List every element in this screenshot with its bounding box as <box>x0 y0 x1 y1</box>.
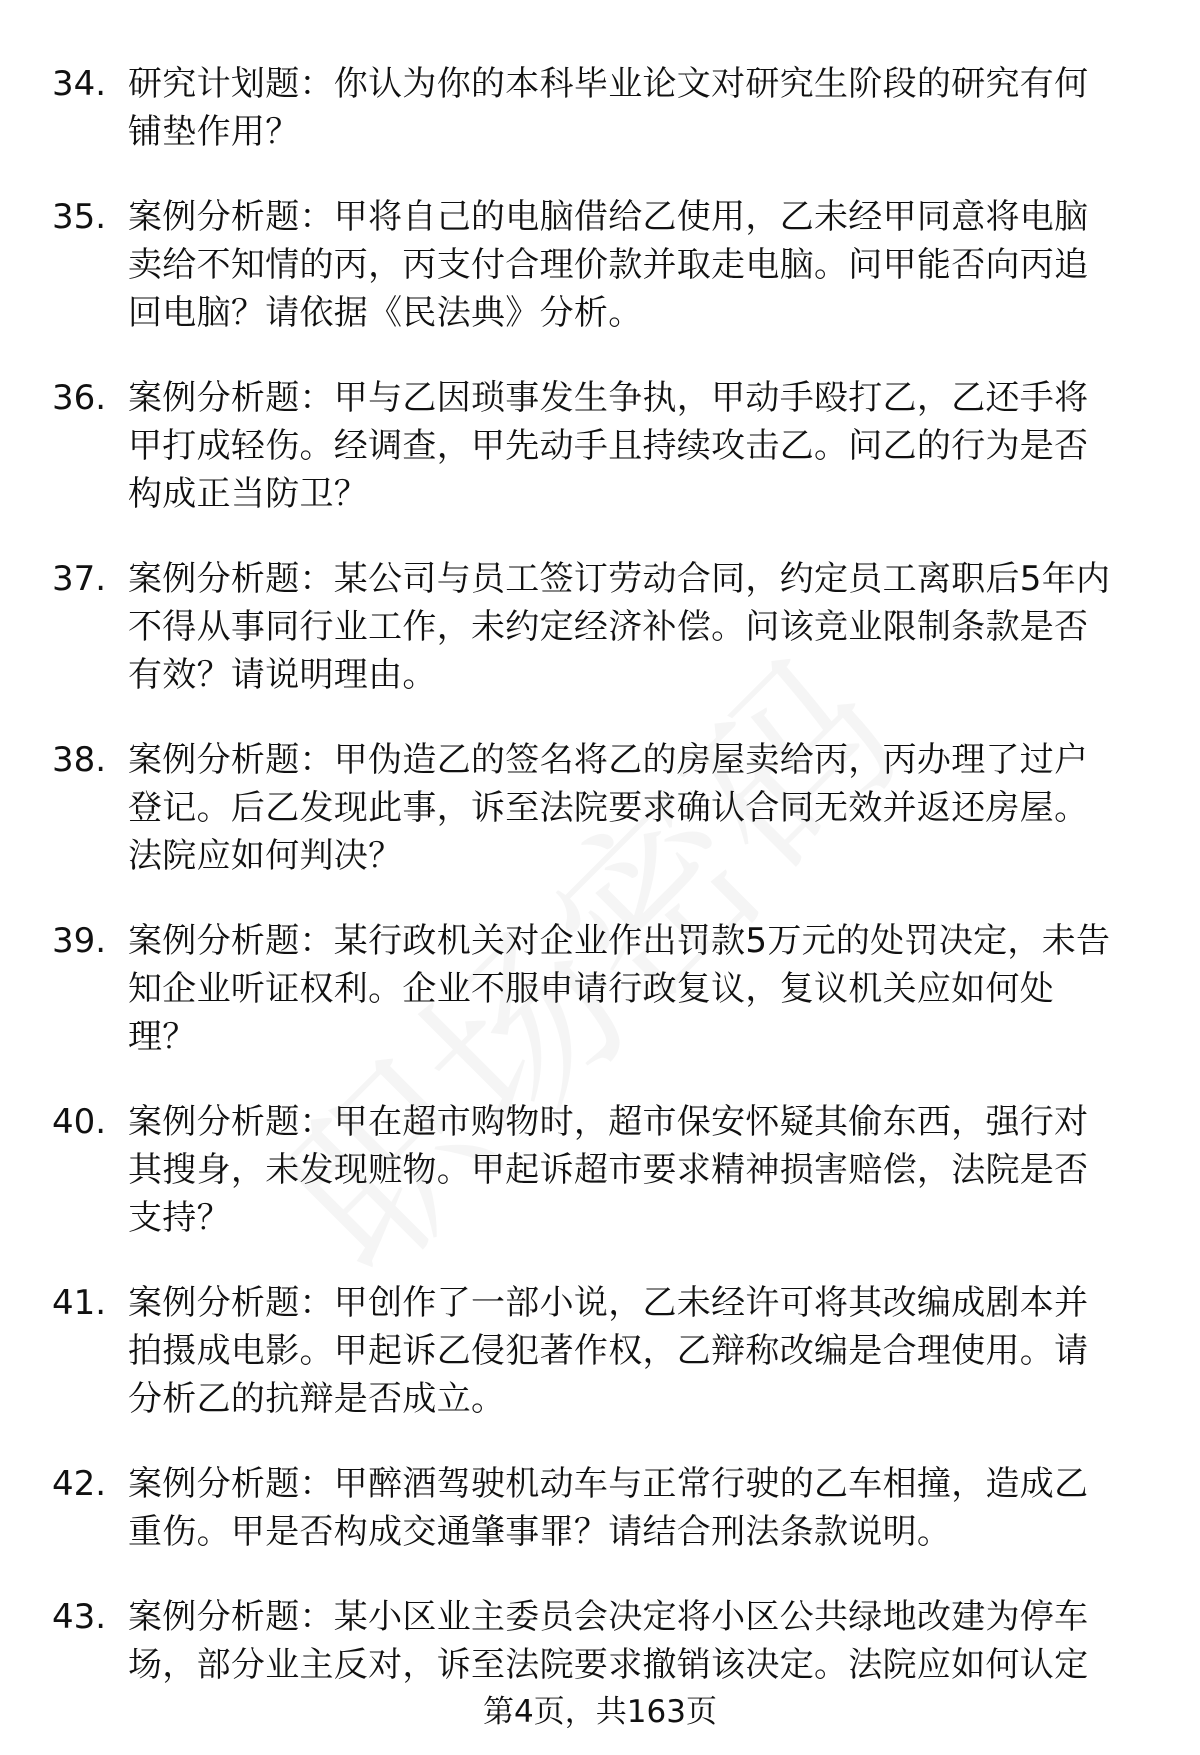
question-line: 案例分析题：某小区业主委员会决定将小区公共绿地改建为停车 <box>128 1597 1089 1637</box>
question-line: 构成正当防卫？ <box>128 474 369 514</box>
question-line: 分析乙的抗辩是否成立。 <box>128 1379 506 1419</box>
question-number: 43. <box>52 1597 107 1637</box>
question-number: 34. <box>52 64 107 104</box>
question-text <box>128 1098 1162 1242</box>
question-line: 案例分析题：某公司与员工签订劳动合同，约定员工离职后5年内 <box>128 559 1111 599</box>
question-line: 其搜身，未发现赃物。甲起诉超市要求精神损害赔偿，法院是否 <box>128 1150 1089 1190</box>
question-line: 理？ <box>128 1017 197 1057</box>
question-item <box>52 917 1162 1061</box>
question-number: 40. <box>52 1102 107 1142</box>
question-number: 35. <box>52 197 107 237</box>
question-item <box>52 60 1162 156</box>
question-text <box>128 1279 1162 1423</box>
question-item <box>52 1593 1162 1689</box>
question-line: 重伤。甲是否构成交通肇事罪？请结合刑法条款说明。 <box>128 1512 952 1552</box>
question-line: 拍摄成电影。甲起诉乙侵犯著作权，乙辩称改编是合理使用。请 <box>128 1331 1089 1371</box>
question-number: 37. <box>52 559 107 599</box>
question-line: 支持？ <box>128 1198 231 1238</box>
question-number: 36. <box>52 378 107 418</box>
question-line: 案例分析题：某行政机关对企业作出罚款5万元的处罚决定，未告 <box>128 921 1111 961</box>
question-item <box>52 555 1162 699</box>
question-line: 法院应如何判决？ <box>128 836 403 876</box>
question-item <box>52 193 1162 337</box>
question-line: 案例分析题：甲创作了一部小说，乙未经许可将其改编成剧本并 <box>128 1283 1089 1323</box>
question-item <box>52 736 1162 880</box>
question-item <box>52 1279 1162 1423</box>
question-line: 案例分析题：甲伪造乙的签名将乙的房屋卖给丙，丙办理了过户 <box>128 740 1089 780</box>
question-item <box>52 1098 1162 1242</box>
question-list <box>52 60 1162 1726</box>
question-line: 案例分析题：甲与乙因琐事发生争执，甲动手殴打乙，乙还手将 <box>128 378 1089 418</box>
question-line: 有效？请说明理由。 <box>128 655 437 695</box>
question-line: 案例分析题：甲将自己的电脑借给乙使用，乙未经甲同意将电脑 <box>128 197 1089 237</box>
question-text <box>128 1593 1162 1689</box>
question-line: 登记。后乙发现此事，诉至法院要求确认合同无效并返还房屋。 <box>128 788 1089 828</box>
question-text <box>128 736 1162 880</box>
question-text <box>128 555 1162 699</box>
question-number: 41. <box>52 1283 107 1323</box>
question-number: 42. <box>52 1464 107 1504</box>
question-line: 知企业听证权利。企业不服申请行政复议，复议机关应如何处 <box>128 969 1055 1009</box>
question-number: 39. <box>52 921 107 961</box>
question-text <box>128 193 1162 337</box>
question-line: 卖给不知情的丙，丙支付合理价款并取走电脑。问甲能否向丙追 <box>128 245 1089 285</box>
question-line: 场，部分业主反对，诉至法院要求撤销该决定。法院应如何认定 <box>128 1645 1089 1685</box>
question-line: 铺垫作用？ <box>128 112 300 152</box>
question-text <box>128 917 1162 1061</box>
question-line: 案例分析题：甲醉酒驾驶机动车与正常行驶的乙车相撞，造成乙 <box>128 1464 1089 1504</box>
question-line: 案例分析题：甲在超市购物时，超市保安怀疑其偷东西，强行对 <box>128 1102 1089 1142</box>
question-line: 研究计划题：你认为你的本科毕业论文对研究生阶段的研究有何 <box>128 64 1089 104</box>
question-line: 回电脑？请依据《民法典》分析。 <box>128 293 643 333</box>
question-item <box>52 1460 1162 1556</box>
question-item <box>52 374 1162 518</box>
question-number: 38. <box>52 740 107 780</box>
question-text <box>128 374 1162 518</box>
page-footer: 第4页，共163页 <box>483 1694 717 1730</box>
question-line: 甲打成轻伤。经调查，甲先动手且持续攻击乙。问乙的行为是否 <box>128 426 1089 466</box>
question-text <box>128 60 1162 156</box>
question-text <box>128 1460 1162 1556</box>
question-line: 不得从事同行业工作，未约定经济补偿。问该竞业限制条款是否 <box>128 607 1089 647</box>
